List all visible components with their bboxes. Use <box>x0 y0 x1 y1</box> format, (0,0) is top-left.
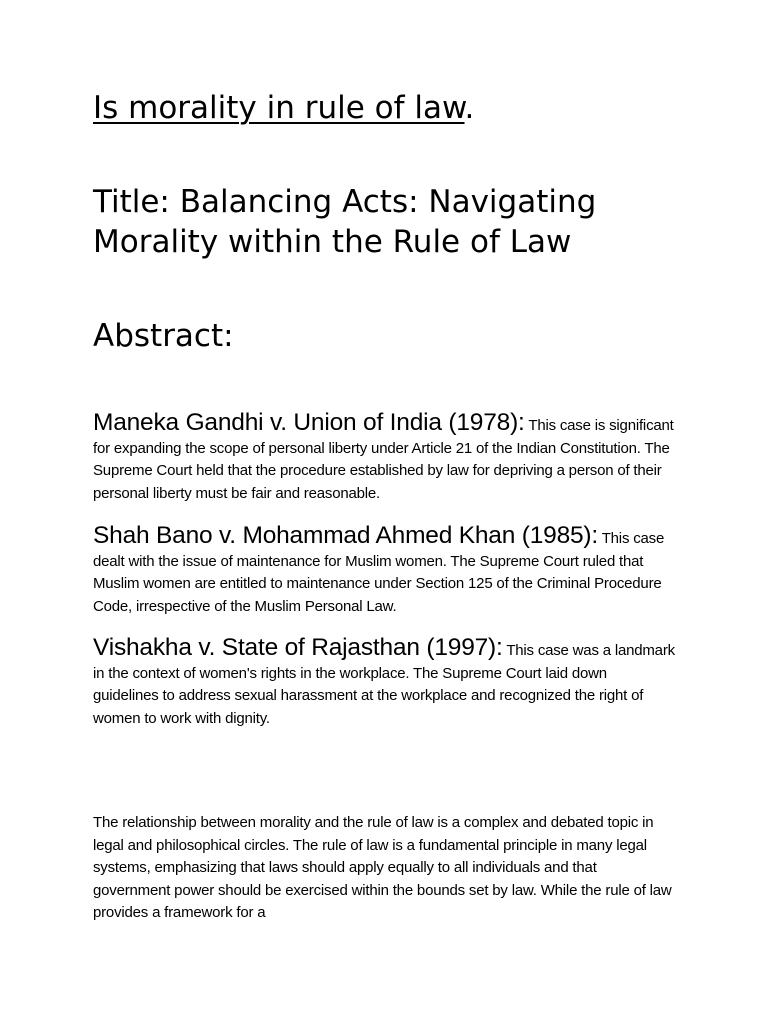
case-description: This case was a landmark in the context of women's rights in the workplace. The Supreme Court laid down guidelines to address sexual harassment at the workplace and recognized the right of women to work with dignity. <box>93 642 675 727</box>
case-description: This case is significant for expanding the scope of personal liberty under Article 21 of the Indian Constitution. The Supreme Court held that the procedure established by law for depriving a person of their personal liberty must be fair and reasonable. <box>93 417 674 502</box>
case-paragraph-vishakha <box>93 634 676 730</box>
body-paragraph: The relationship between morality and the rule of law is a complex and debated topic in legal and philosophical circles. The rule of law is a fundamental principle in many legal systems, emphasizing that laws should apply equally to all individuals and that government power should be exercised within the bounds set by law. While the rule of law provides a framework for a <box>93 814 672 921</box>
case-name: Vishakha v. State of Rajasthan (1997): <box>93 634 503 661</box>
case-paragraph-shah-bano <box>93 522 676 618</box>
heading-period: . <box>464 90 475 126</box>
case-paragraph-maneka-gandhi <box>93 409 676 505</box>
document-title: Title: Balancing Acts: Navigating Morality within the Rule of Law <box>93 184 597 260</box>
document-heading <box>93 88 474 128</box>
case-name: Shah Bano v. Mohammad Ahmed Khan (1985): <box>93 522 598 549</box>
case-description: This case dealt with the issue of maintenance for Muslim women. The Supreme Court ruled that Muslim women are entitled to maintenance under Section 125 of the Criminal Procedure Code, irrespective of the Muslim Personal Law. <box>93 530 665 615</box>
abstract-label: Abstract: <box>93 318 234 354</box>
heading-underlined-text: Is morality in rule of law <box>93 90 465 126</box>
case-name: Maneka Gandhi v. Union of India (1978): <box>93 409 525 436</box>
